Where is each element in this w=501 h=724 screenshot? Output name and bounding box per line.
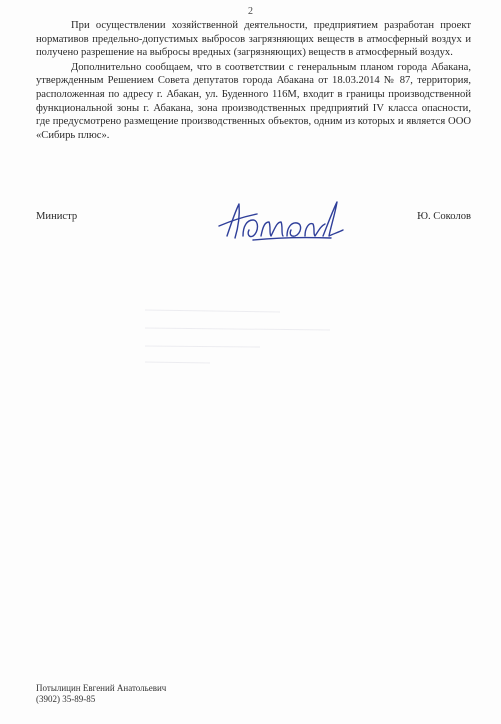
signatory-title: Министр — [36, 211, 78, 222]
executor-phone: (3902) 35-89-85 — [36, 694, 96, 704]
paragraph-general-plan: Дополнительно сообщаем, что в соответствии с генеральным планом города Абакана, утвержденным Решением Совета депутатов города Абакана от 18.03.2014 № 87, территория, расположенная по адресу г. Абакан, ул. Буденного 116М, входит в границы производственной функциональной зоны г. Абакана, зона производственных предприятий IV класса опасности, где предусмотрено размещение производственных объектов, одним из которых и является ООО «Сибирь плюс». — [36, 61, 471, 141]
executor-info — [36, 683, 166, 705]
paragraph-emissions: При осуществлении хозяйственной деятельности, предприятием разработан проект нормативов предельно-допустимых выбросов загрязняющих веществ в атмосферный воздух и получено разрешение на выбросы вредных (загрязняющих) веществ в атмосферный воздух. — [36, 20, 471, 59]
executor-name: Потылицин Евгений Анатольевич — [36, 683, 167, 693]
page-number: 2 — [248, 6, 253, 17]
signatory-name: Ю. Соколов — [417, 211, 471, 222]
letter-body — [36, 19, 471, 143]
faint-stamp-impression — [140, 300, 340, 370]
handwritten-signature — [213, 196, 348, 244]
